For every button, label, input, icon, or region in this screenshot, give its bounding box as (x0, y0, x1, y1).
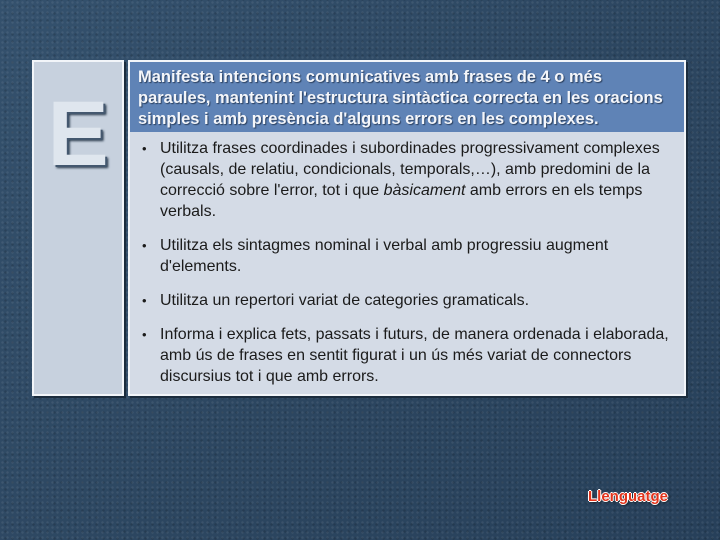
list-item (130, 324, 672, 387)
bullet-icon: • (142, 141, 147, 156)
bullet-icon: • (142, 238, 147, 253)
descriptor-panel (128, 60, 686, 396)
list-item (130, 138, 672, 222)
emphasis-text: bàsicament (383, 182, 466, 199)
descriptor-list (130, 138, 684, 400)
list-item (130, 235, 672, 277)
list-item-text: Informa i explica fets, passats i futurs, de manera ordenada i elaborada, amb ús de frases en sentit figurat i un ús més variat de connectors discursius tot i que amb errors. (160, 326, 669, 385)
level-letter-card (32, 60, 124, 396)
list-item (130, 290, 672, 311)
level-letter: E (47, 83, 109, 185)
list-item-text-end: amb errors en els temps verbals. (160, 182, 643, 220)
descriptor-header: Manifesta intencions comunicatives amb frases de 4 o més paraules, mantenint l'estructura sintàctica correcta en les oracions simples i amb presència d'alguns errors en les complexes. (130, 62, 684, 132)
list-item-text: Utilitza un repertori variat de categories gramaticals. (160, 292, 530, 309)
bullet-icon: • (142, 293, 147, 308)
footer-label: Llenguatge (588, 488, 669, 505)
list-item-text (160, 140, 660, 220)
bullet-icon: • (142, 327, 147, 342)
list-item-text: Utilitza els sintagmes nominal i verbal amb progressiu augment d'elements. (160, 237, 609, 275)
list-item-text-start: Utilitza frases coordinades i subordinades progressivament complexes (causals, de relatiu, condicionals, temporals,…), amb predomini de la correcció sobre l'error, tot i que (160, 140, 660, 199)
